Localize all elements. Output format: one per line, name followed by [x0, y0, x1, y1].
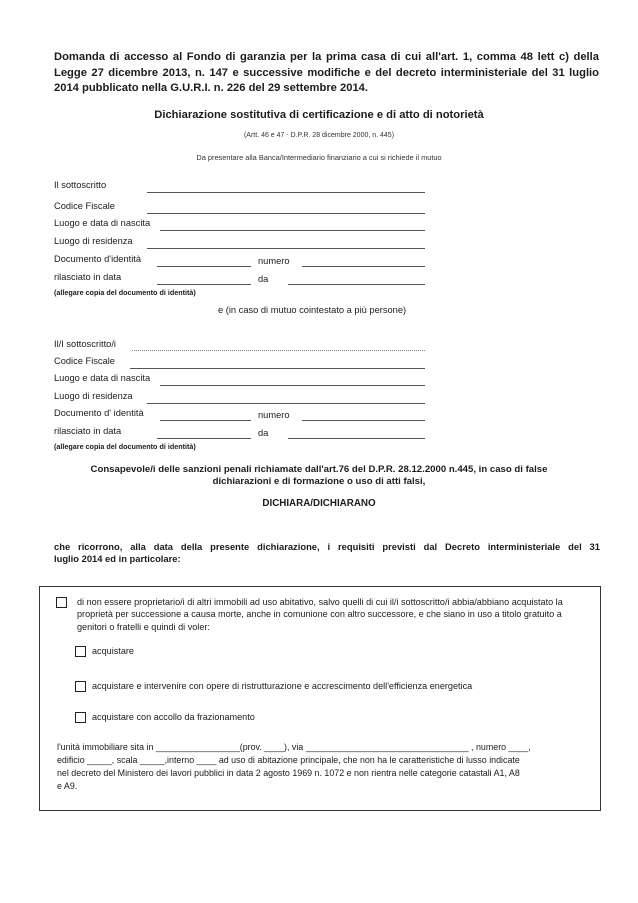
luogo-data-nascita-field[interactable] — [160, 230, 425, 231]
option-ristrutturazione-label: acquistare e intervenire con opere di ristrutturazione e accrescimento dell'efficienza energetica — [92, 681, 473, 691]
option-acquistare-checkbox[interactable] — [75, 646, 86, 657]
dichiara-heading: DICHIARA/DICHIARANO — [262, 498, 376, 509]
allegare-note: (allegare copia del documento di identità) — [54, 288, 196, 297]
option-acquistare-label: acquistare — [92, 646, 134, 656]
requirement-checkbox[interactable] — [56, 597, 67, 608]
codice-fiscale-2-label: Codice Fiscale — [54, 356, 115, 366]
numero-2-label: numero — [258, 410, 290, 420]
luogo-data-nascita-2-field[interactable] — [160, 385, 425, 386]
da-2-field[interactable] — [288, 438, 425, 439]
consapevoli-line1: Consapevole/i delle sanzioni penali richiamate dall'art.76 del D.P.R. 28.12.2000 n.445, in caso di false — [90, 464, 548, 475]
luogo-data-nascita-2-label: Luogo e data di nascita — [54, 373, 151, 383]
rilasciato-label: rilasciato in data — [54, 272, 122, 282]
requisiti-line1: che ricorrono, alla data della presente dichiarazione, i requisiti previsti dal Decreto interministeriale del 31 — [54, 541, 600, 552]
luogo-residenza-label: Luogo di residenza — [54, 236, 133, 246]
numero-label: numero — [258, 256, 290, 266]
consapevoli-line2: dichiarazioni e di formazione o uso di atti falsi, — [212, 476, 426, 487]
immobile-line3: nel decreto del Ministero dei lavori pubblici in data 2 agosto 1969 n. 1072 e non rientra nelle categorie catastali A1, A8 — [57, 768, 520, 778]
documento-2-field[interactable] — [160, 420, 251, 421]
codice-fiscale-field[interactable] — [147, 213, 425, 214]
sottoscritto-field[interactable] — [147, 192, 425, 193]
sottoscritti-field[interactable] — [132, 350, 425, 351]
immobile-line2: edificio _____, scala _____,interno ____ ad uso di abitazione principale, che non ha le caratteristiche di lusso indicate — [57, 755, 520, 765]
documento-field[interactable] — [157, 266, 251, 267]
luogo-residenza-2-label: Luogo di residenza — [54, 391, 133, 401]
documento-label: Documento d'identità — [54, 254, 142, 264]
luogo-residenza-field[interactable] — [147, 248, 425, 249]
sottoscritto-label: Il sottoscritto — [54, 180, 107, 190]
requisiti-line2: luglio 2014 ed in particolare: — [54, 553, 181, 564]
option-accollo-label: acquistare con accollo da frazionamento — [92, 712, 255, 722]
option-ristrutturazione-checkbox[interactable] — [75, 681, 86, 692]
numero-field[interactable] — [302, 266, 425, 267]
luogo-data-nascita-label: Luogo e data di nascita — [54, 218, 151, 228]
sottoscritti-label: Il/I sottoscritto/i — [54, 339, 116, 349]
document-title: Dichiarazione sostitutiva di certificazione e di atto di notorietà — [154, 109, 484, 121]
rilasciato-field[interactable] — [157, 284, 251, 285]
rilasciato-2-label: rilasciato in data — [54, 426, 122, 436]
numero-2-field[interactable] — [302, 420, 425, 421]
immobile-line1: l'unità immobiliare sita in _________________(prov. ____), via _________________________________ , numero ____, — [57, 742, 531, 752]
codice-fiscale-2-field[interactable] — [130, 368, 425, 369]
document-intro: Domanda di accesso al Fondo di garanzia per la prima casa di cui all'art. 1, comma 48 lett c) della Legge 27 dicembre 2013, n. 147 e successive modifiche e del decreto interministeriale del 31 luglio 2014 pubblicato nella G.U.R.I. n. 226 del 29 settembre 2014. — [54, 51, 599, 94]
da-2-label: da — [258, 428, 269, 438]
requirement-text: di non essere proprietario/i di altri immobili ad uso abitativo, salvo quelli di cui il/i sottoscritto/i abbia/abbiano acquistato la proprietà per successione a causa morte, anche in comunione con altro successore, e che siano in uso a titolo gratuito a genitori o fratelli e quindi di voler: — [77, 597, 563, 632]
allegare-2-note: (allegare copia del documento di identità) — [54, 442, 196, 451]
rilasciato-2-field[interactable] — [157, 438, 251, 439]
codice-fiscale-label: Codice Fiscale — [54, 201, 115, 211]
da-label: da — [258, 274, 269, 284]
da-field[interactable] — [288, 284, 425, 285]
luogo-residenza-2-field[interactable] — [147, 403, 425, 404]
option-accollo-checkbox[interactable] — [75, 712, 86, 723]
submission-instruction: Da presentare alla Banca/Intermediario finanziario a cui si richiede il mutuo — [196, 153, 442, 162]
cointestato-note: e (in caso di mutuo cointestato a più persone) — [218, 305, 407, 315]
immobile-line4: e A9. — [57, 781, 78, 791]
legal-reference: (Artt. 46 e 47 - D.P.R. 28 dicembre 2000, n. 445) — [243, 132, 395, 139]
documento-2-label: Documento d' identità — [54, 408, 144, 418]
